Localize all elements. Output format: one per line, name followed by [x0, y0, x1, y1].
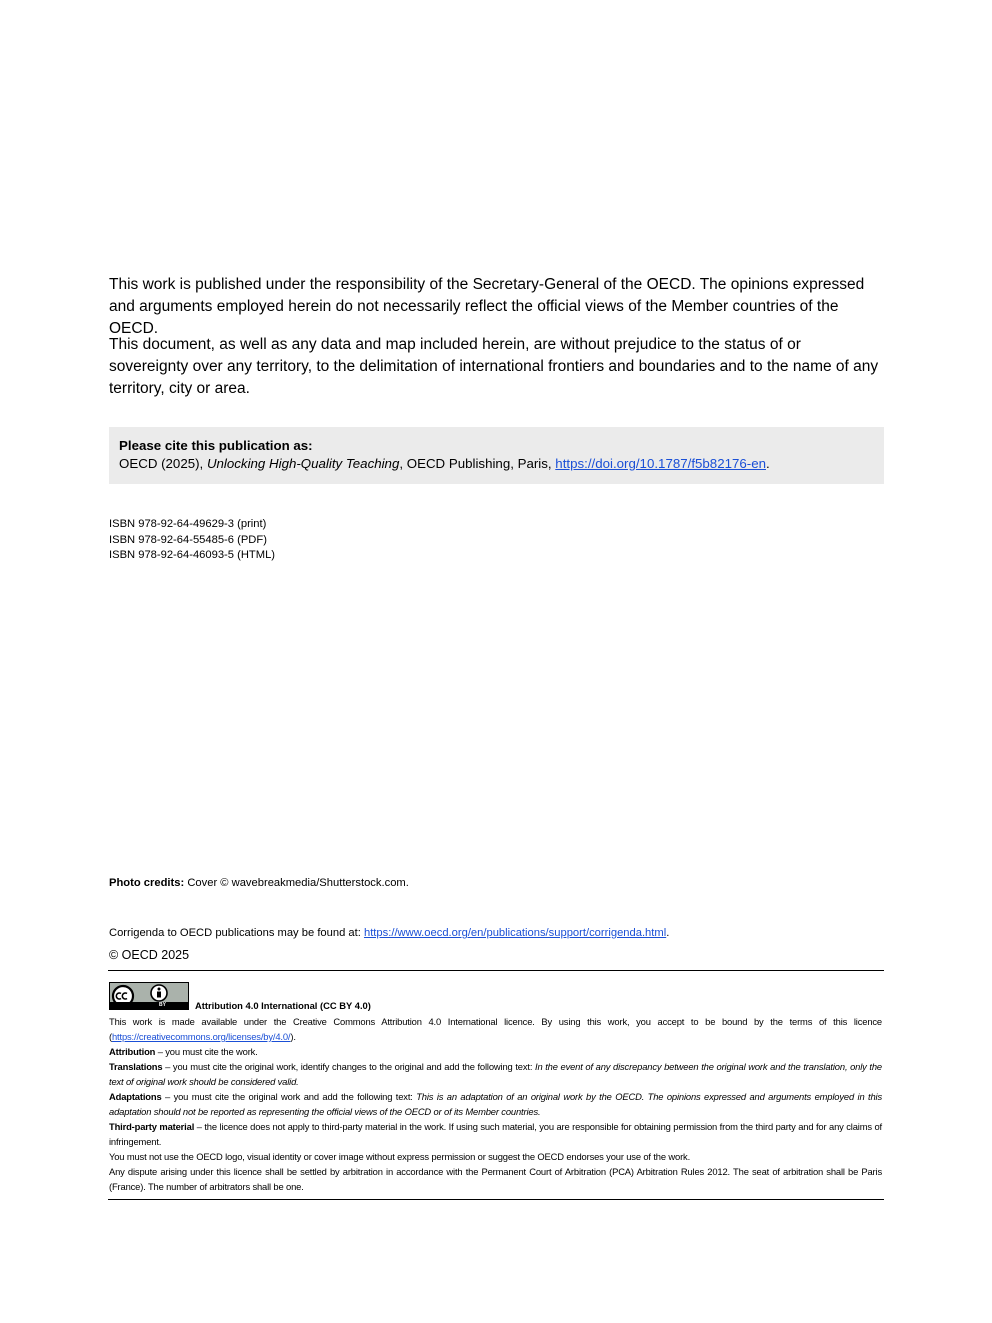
licence-dispute: Any dispute arising under this licence shall be settled by arbitration in accordance with the Permanent Court of Arbitration (PCA) Arbitration Rules 2012. The seat of arbitration shall be Paris (France). The number of arbitrators shall be one. [109, 1166, 882, 1192]
licence-intro-text: This work is made available under the Creative Commons Attribution 4.0 International licence. By using this work, you accept to be bound by the terms of this licence ( [109, 1016, 882, 1042]
adaptations-italic: This is an adaptation of an original work by the OECD. The opinions expressed and arguments employed in this adaptation should not be reported as representing the official views of the OECD or of its Member countries. [109, 1091, 882, 1117]
disclaimer-paragraph-2: This document, as well as any data and map included herein, are without prejudice to the status of or sovereignty over any territory, to the delimitation of international frontiers and boundaries and to the name of any territory, city or area. [109, 336, 879, 397]
copyright: © OECD 2025 [109, 948, 190, 962]
top-rule [108, 970, 884, 971]
isbn-list [109, 517, 275, 564]
attribution-label: Attribution [109, 1046, 156, 1057]
photo-credits [109, 877, 409, 889]
licence-third-party [109, 1119, 882, 1149]
licence-url-link[interactable]: https://creativecommons.org/licenses/by/4.0/ [111, 1031, 291, 1042]
corrigenda-line [109, 927, 669, 939]
cc-badge-band [110, 1002, 188, 1009]
citation-suffix: . [766, 456, 770, 471]
licence-text [109, 1014, 882, 1194]
isbn-html: ISBN 978-92-64-46093-5 (HTML) [109, 549, 276, 561]
citation-prefix: OECD (2025), [119, 456, 207, 471]
third-party-label: Third-party material [109, 1121, 195, 1132]
licence-adaptations [109, 1089, 882, 1119]
licence-attribution [109, 1044, 882, 1059]
citation-title: Unlocking High-Quality Teaching [206, 456, 400, 471]
disclaimer-paragraph-1: This work is published under the responsibility of the Secretary-General of the OECD. The opinions expressed and arguments employed herein do not necessarily reflect the official views of the Member countries of the OECD. [109, 276, 865, 337]
adaptations-label: Adaptations [109, 1091, 162, 1102]
photo-credits-text: Cover © wavebreakmedia/Shutterstock.com. [184, 877, 409, 889]
citation-middle: , OECD Publishing, Paris, [399, 456, 556, 471]
cc-badge-by-label: BY [159, 1002, 166, 1008]
corrigenda-text: Corrigenda to OECD publications may be found at: [109, 927, 364, 939]
corrigenda-link[interactable]: https://www.oecd.org/en/publications/support/corrigenda.html [363, 927, 667, 939]
translations-italic: In the event of any discrepancy between the original work and the translation, only the text of original work should be considered valid. [109, 1061, 882, 1087]
licence-title: Attribution 4.0 International (CC BY 4.0) [195, 1000, 371, 1011]
licence-intro-end: ). [290, 1031, 296, 1042]
citation-heading: Please cite this publication as: [119, 438, 313, 453]
translations-text: – you must cite the original work, identify changes to the original and add the following text: [162, 1061, 535, 1072]
citation-box [109, 427, 884, 484]
adaptations-text: – you must cite the original work and add the following text: [161, 1091, 417, 1102]
cc-by-badge [109, 982, 189, 1010]
citation-doi-link[interactable]: https://doi.org/10.1787/f5b82176-en [555, 456, 766, 471]
citation-text [119, 455, 874, 473]
photo-credits-label: Photo credits: [109, 877, 185, 889]
licence-logo-note: You must not use the OECD logo, visual identity or cover image without express permission or suggest the OECD endorses your use of the work. [109, 1151, 691, 1162]
licence-translations [109, 1059, 882, 1089]
translations-label: Translations [109, 1061, 163, 1072]
bottom-rule [108, 1199, 884, 1200]
cc-by-icon [110, 983, 188, 1003]
licence-intro [109, 1014, 882, 1044]
isbn-pdf: ISBN 978-92-64-55485-6 (PDF) [109, 533, 267, 546]
third-party-text: – the licence does not apply to third-party material in the work. If using such material, you are responsible for obtaining permission from the third party and for any claims of infringement. [109, 1121, 882, 1147]
attribution-text: – you must cite the work. [155, 1046, 258, 1057]
isbn-print: ISBN 978-92-64-49629-3 (print) [109, 518, 267, 530]
corrigenda-suffix: . [666, 927, 670, 939]
